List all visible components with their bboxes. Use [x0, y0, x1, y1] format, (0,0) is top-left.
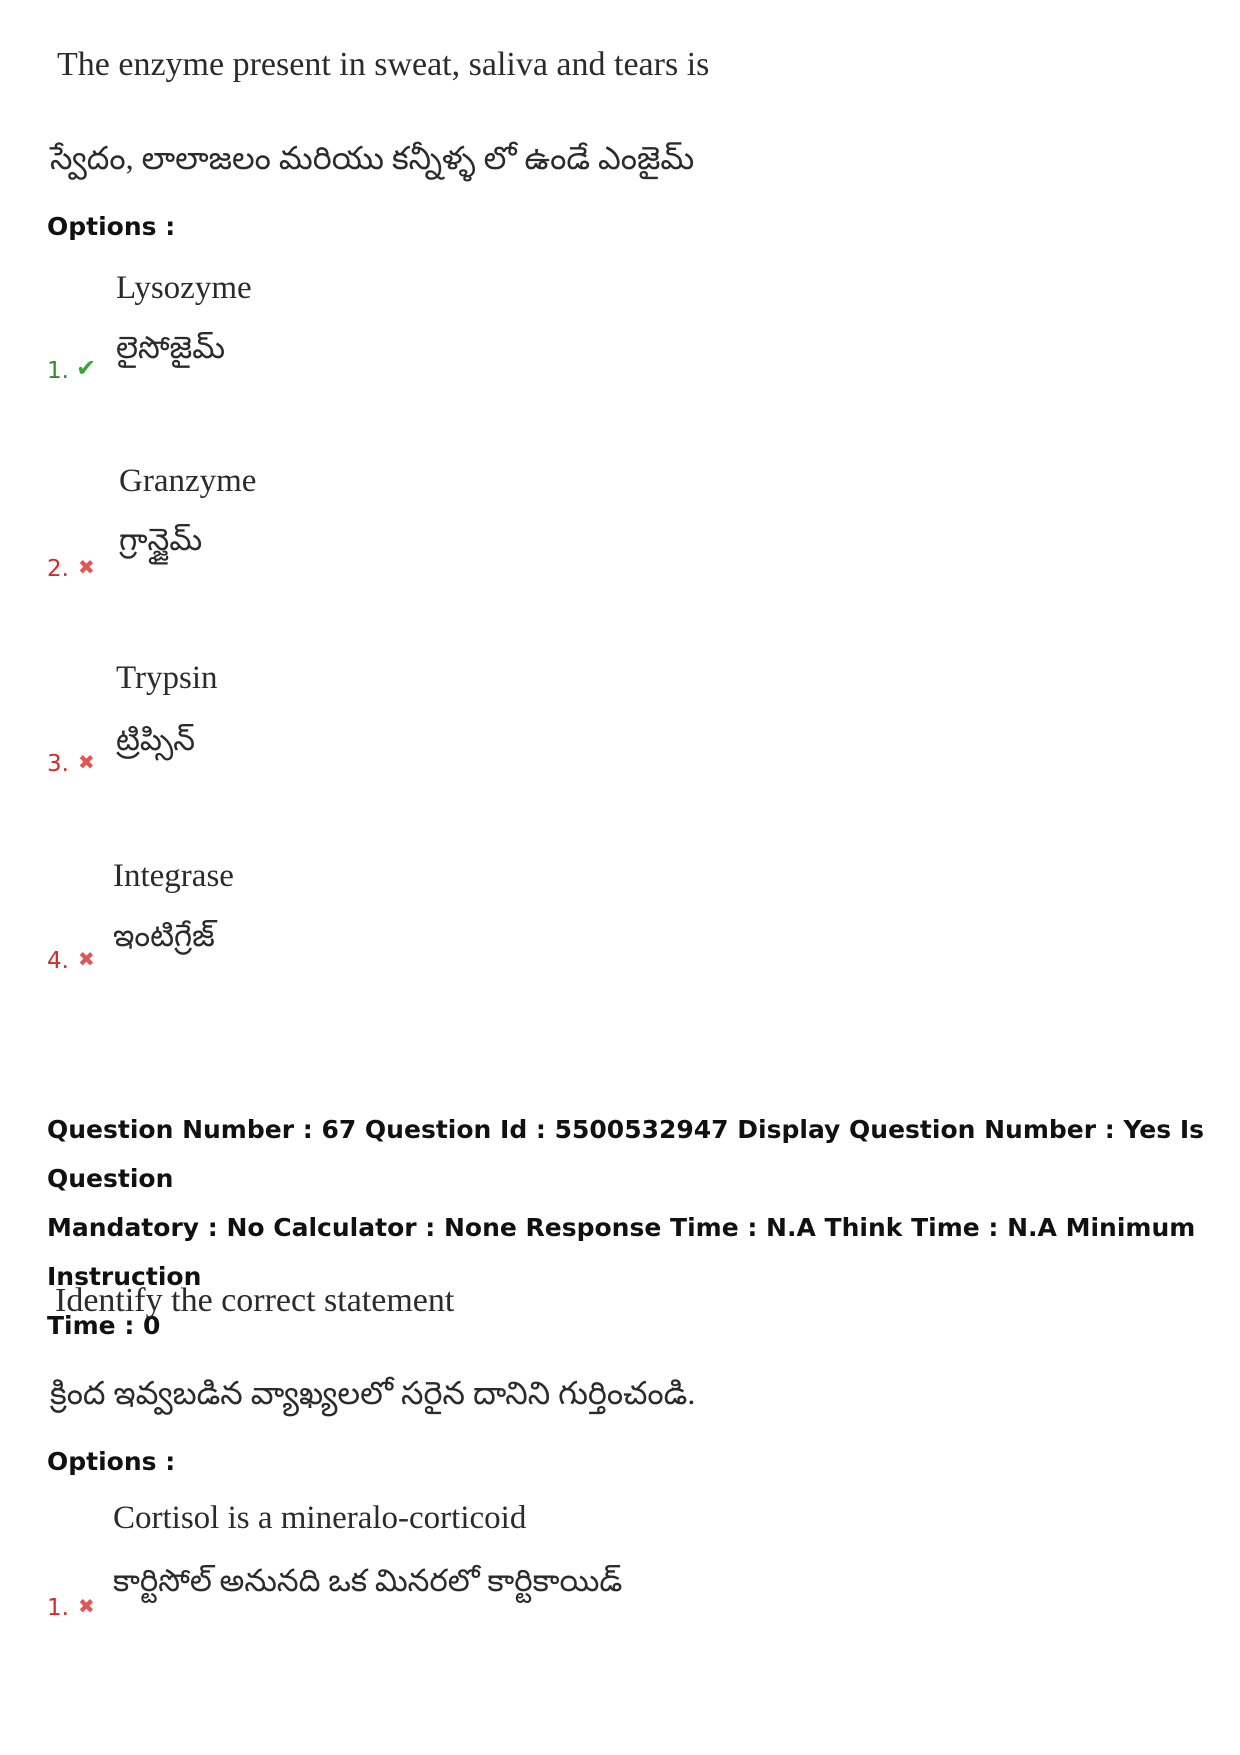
option-2-text-te: గ్రాన్జైమ్	[119, 522, 203, 557]
options-label: Options :	[47, 212, 176, 241]
options-label: Options :	[47, 1447, 176, 1476]
cross-icon: ✖	[78, 750, 95, 774]
option-1-text-en: Lysozyme	[116, 270, 252, 306]
question-text-en: Identify the correct statement	[55, 1282, 455, 1319]
cross-icon: ✖	[78, 1594, 95, 1618]
question-text-te: స్వేదం, లాలాజలం మరియు కన్నీళ్ళ లో ఉండే ఎంజైమ్	[50, 140, 695, 176]
option-1-number: 1.	[47, 358, 69, 384]
option-1-text-te: కార్టిసోల్ అనునది ఒక మినరలో కార్టికాయిడ్	[113, 1563, 623, 1598]
option-1-text-en: Cortisol is a mineralo-corticoid	[113, 1500, 527, 1536]
option-1-number: 1.	[47, 1595, 69, 1621]
question-metadata-line-2: Mandatory : No Calculator : None Response Time : N.A Think Time : N.A Minimum Instruction	[47, 1213, 1196, 1291]
option-3-number: 3.	[47, 751, 69, 777]
cross-icon: ✖	[78, 555, 95, 579]
checkmark-icon: ✔	[76, 354, 97, 382]
option-4-text-te: ఇంటిగ్రేజ్	[113, 918, 215, 953]
option-1-text-te: లైసోజైమ్	[116, 330, 225, 365]
option-2-number: 2.	[47, 556, 69, 582]
question-text-te: క్రింద ఇవ్వబడిన వ్యాఖ్యలలో సరైన దానిని గుర్తించండి.	[50, 1375, 696, 1411]
question-text-en: The enzyme present in sweat, saliva and tears is	[57, 46, 710, 83]
option-3-text-te: ట్రిప్సిన్	[116, 722, 195, 757]
option-2-text-en: Granzyme	[119, 463, 257, 499]
option-3-text-en: Trypsin	[116, 660, 218, 696]
cross-icon: ✖	[78, 947, 95, 971]
option-4-text-en: Integrase	[113, 858, 234, 894]
question-metadata-line-1: Question Number : 67 Question Id : 5500532947 Display Question Number : Yes Is Question	[47, 1115, 1205, 1193]
question-metadata-line-3: Time : 0	[47, 1311, 161, 1340]
option-4-number: 4.	[47, 948, 69, 974]
